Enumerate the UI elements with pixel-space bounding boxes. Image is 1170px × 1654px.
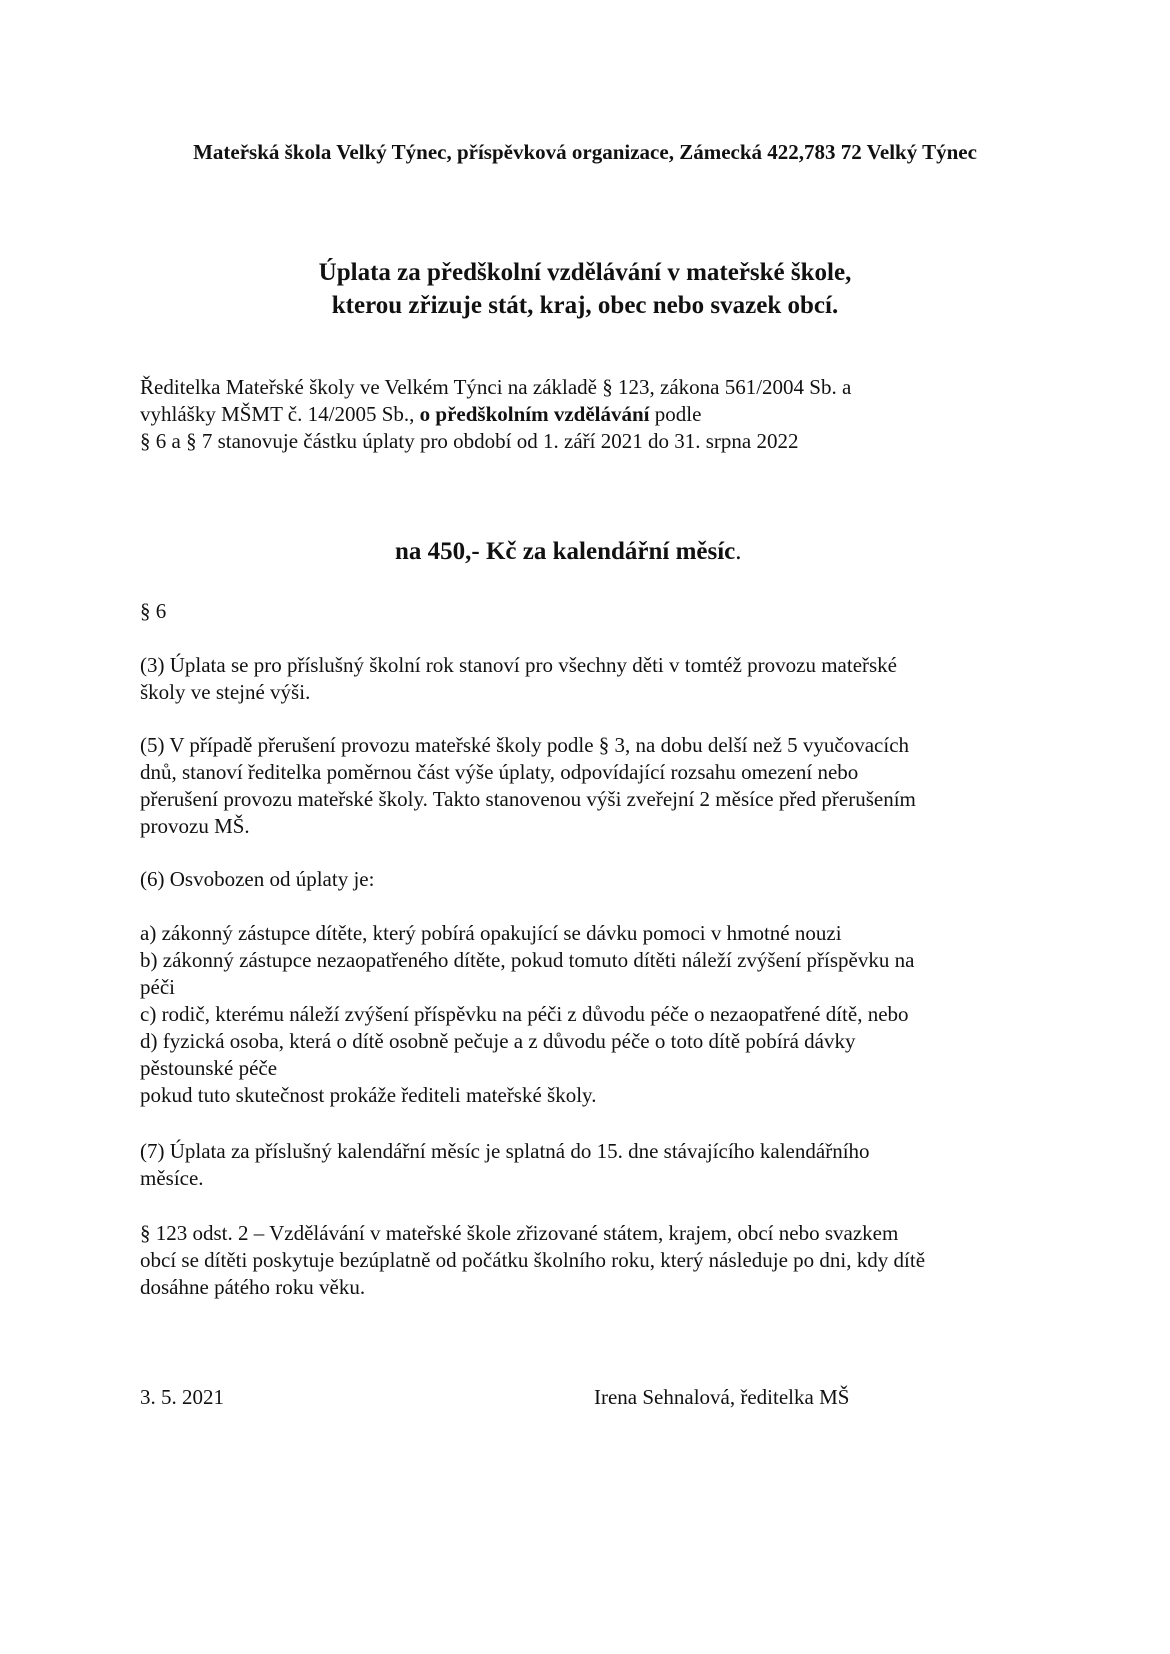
paragraph-3-line: školy ve stejné výši.	[140, 680, 311, 704]
signature: Irena Sehnalová, ředitelka MŠ	[594, 1385, 850, 1409]
exemption-list	[140, 920, 1040, 1109]
intro-line-1: Ředitelka Mateřské školy ve Velkém Týnci na základě § 123, zákona 561/2004 Sb. a	[140, 375, 852, 399]
paragraph-123-line: § 123 odst. 2 – Vzdělávání v mateřské škole zřizované státem, krajem, obcí nebo svazkem	[140, 1221, 899, 1245]
paragraph-5-line: přerušení provozu mateřské školy. Takto stanovenou výši zveřejní 2 měsíce před přerušením	[140, 787, 916, 811]
organization-header: Mateřská škola Velký Týnec, příspěvková organizace, Zámecká 422,783 72 Velký Týnec	[193, 140, 977, 164]
paragraph-6: (6) Osvobozen od úplaty je:	[140, 867, 375, 891]
paragraph-123-line: obcí se dítěti poskytuje bezúplatně od počátku školního roku, který následuje po dni, kdy dítě	[140, 1248, 926, 1272]
intro-line-3: § 6 a § 7 stanovuje částku úplaty pro období od 1. září 2021 do 31. srpna 2022	[140, 429, 799, 453]
fee-amount-period: .	[735, 538, 742, 565]
list-item: pěstounské péče	[140, 1056, 278, 1080]
title-line-1: Úplata za předškolní vzdělávání v mateřské škole,	[318, 259, 852, 286]
intro-paragraph	[140, 374, 1040, 455]
document-title	[0, 256, 1170, 322]
paragraph-7	[140, 1138, 1040, 1192]
paragraph-7-line: (7) Úplata za příslušný kalendářní měsíc je splatná do 15. dne stávajícího kalendářního	[140, 1139, 870, 1163]
paragraph-7-line: měsíce.	[140, 1166, 204, 1190]
intro-line-2-start: vyhlášky MŠMT č. 14/2005 Sb.,	[140, 402, 415, 426]
paragraph-3-line: (3) Úplata se pro příslušný školní rok stanoví pro všechny děti v tomtéž provozu mateřské	[140, 653, 898, 677]
list-item: c) rodič, kterému náleží zvýšení příspěvku na péči z důvodu péče o nezaopatřené dítě, nebo	[140, 1002, 909, 1026]
paragraph-5	[140, 732, 1040, 840]
list-item: a) zákonný zástupce dítěte, který pobírá opakující se dávku pomoci v hmotné nouzi	[140, 921, 842, 945]
list-item: péči	[140, 975, 175, 999]
intro-line-2-end: podle	[654, 402, 702, 426]
section-heading: § 6	[140, 599, 167, 623]
paragraph-123	[140, 1220, 1040, 1301]
paragraph-5-line: dnů, stanoví ředitelka poměrnou část výše úplaty, odpovídající rozsahu omezení nebo	[140, 760, 859, 784]
intro-line-2-bold: o předškolním vzdělávání	[419, 402, 650, 426]
title-line-2: kterou zřizuje stát, kraj, obec nebo svazek obcí.	[331, 292, 839, 319]
paragraph-3	[140, 652, 1040, 706]
document-date: 3. 5. 2021	[140, 1385, 224, 1409]
fee-amount	[395, 538, 742, 566]
intro-line-2	[140, 401, 1040, 428]
paragraph-5-line: (5) V případě přerušení provozu mateřské školy podle § 3, na dobu delší než 5 vyučovacích	[140, 733, 910, 757]
list-item: d) fyzická osoba, která o dítě osobně pečuje a z důvodu péče o toto dítě pobírá dávky	[140, 1029, 856, 1053]
list-item: b) zákonný zástupce nezaopatřeného dítěte, pokud tomuto dítěti náleží zvýšení příspěvku na	[140, 948, 915, 972]
list-item: pokud tuto skutečnost prokáže řediteli mateřské školy.	[140, 1083, 597, 1107]
paragraph-123-line: dosáhne pátého roku věku.	[140, 1275, 366, 1299]
fee-amount-text: na 450,- Kč za kalendářní měsíc	[395, 538, 736, 565]
paragraph-5-line: provozu MŠ.	[140, 814, 250, 838]
